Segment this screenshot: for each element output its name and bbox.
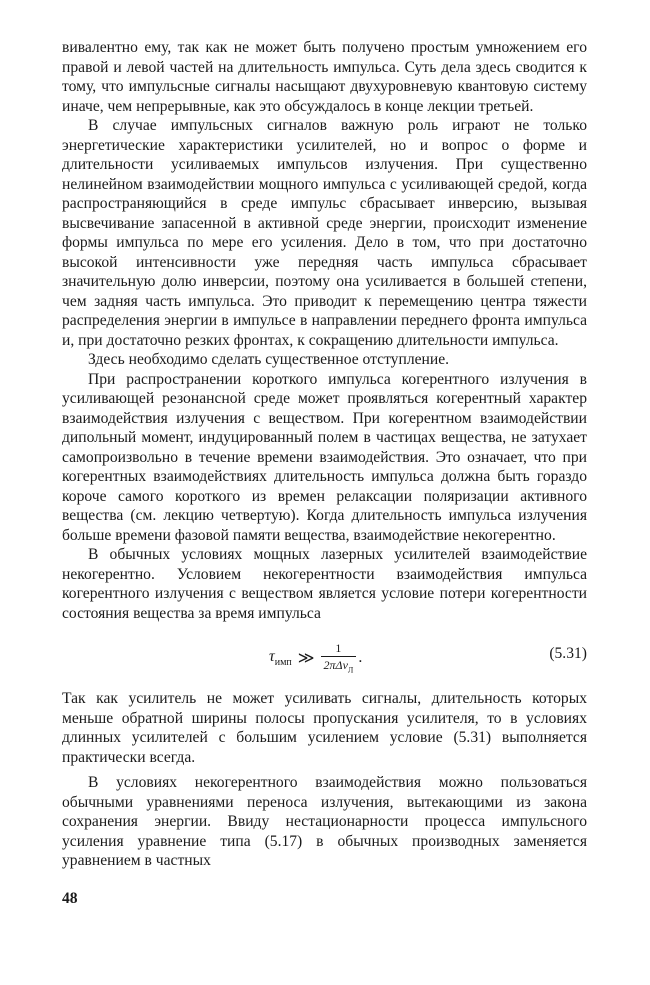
page-content <box>62 38 587 871</box>
paragraph-7: В условиях некогерентного взаимодействия можно пользоваться обычными уравнениями переноса излучения, вытекающими из закона сохранения энергии. Ввиду нестационарности процесса импульсного усиления уравнение типа (5.17) в обычных производных заменяется уравнением в частных <box>62 774 587 869</box>
equation-period: . <box>358 648 363 666</box>
paragraph-2: В случае импульсных сигналов важную роль играют не только энергетические характеристики усилителей, но и вопрос о форме и длительности усиливаемых импульсов излучения. При существенно нелинейном взаимодействии мощного импульса с усиливающей средой, когда распространяющийся в среде импульс сбрасывает инверсию, вызывая высвечивание запасенной в активной среде энергии, происходит изменение формы импульса по мере его усиления. Дело в том, что при достаточно высокой интенсивности уже передняя часть импульса сбрасывает значительную долю инверсии, поэтому она усиливается в большей степени, чем задняя часть импульса. Это приводит к перемещению центра тяжести распределения энергии в импульсе в направлении переднего фронта импульса и, при достаточно резких фронтах, к сокращению длительности импульса. <box>62 117 587 349</box>
paragraph-4: При распространении короткого импульса когерентного излучения в усиливающей резонансной среде может проявляться когерентный характер взаимодействия излучения с веществом. При когерентном взаимодействии дипольный момент, индуцированный полем в частицах вещества, не затухает самопроизвольно в течение времени взаимодействия. Это означает, что при когерентных взаимодействиях длительность импульса должна быть гораздо короче самого короткого из времен релаксации поляризации активного вещества (см. лекцию четвертую). Когда длительность импульса излучения больше времени фазовой памяти вещества, взаимодействие некогерентно. <box>62 370 587 544</box>
equation-5-31 <box>62 627 587 683</box>
paragraph-5: В обычных условиях мощных лазерных усилителей взаимодействие некогерентно. Условием некогерентности взаимодействия импульса когерентного излучения с веществом является условие потери когерентности состояния вещества за время импульса <box>62 546 587 622</box>
equation-lhs-subscript: имп <box>274 656 292 668</box>
equation-relation: ≫ <box>297 649 315 667</box>
equation-denominator-subscript: Л <box>347 665 354 675</box>
equation-number: (5.31) <box>549 645 587 662</box>
equation-denominator <box>321 656 357 674</box>
equation-lhs-symbol: τ <box>269 647 275 665</box>
equation-body <box>269 641 362 674</box>
equation-lhs <box>269 648 292 668</box>
equation-numerator: 1 <box>335 641 342 655</box>
equation-fraction <box>321 641 357 674</box>
paragraph-3: Здесь необходимо сделать существенное отступление. <box>88 351 450 368</box>
paragraph-1: вивалентно ему, так как не может быть получено простым умножением его правой и левой частей на длительность импульса. Суть дела здесь сводится к тому, что импульсные сигналы насыщают двухуровневую квантовую систему иначе, чем непрерывные, как это обсуждалось в конце лекции третьей. <box>62 39 587 115</box>
paragraph-6: Так как усилитель не может усиливать сигналы, длительность которых меньше обратной ширины полосы пропускания усилителя, то в условиях длинных усилителей с большим усилением условие (5.31) выполняется практически всегда. <box>62 690 587 766</box>
equation-denominator-main: 2πΔν <box>323 658 348 672</box>
page-number: 48 <box>62 890 78 907</box>
